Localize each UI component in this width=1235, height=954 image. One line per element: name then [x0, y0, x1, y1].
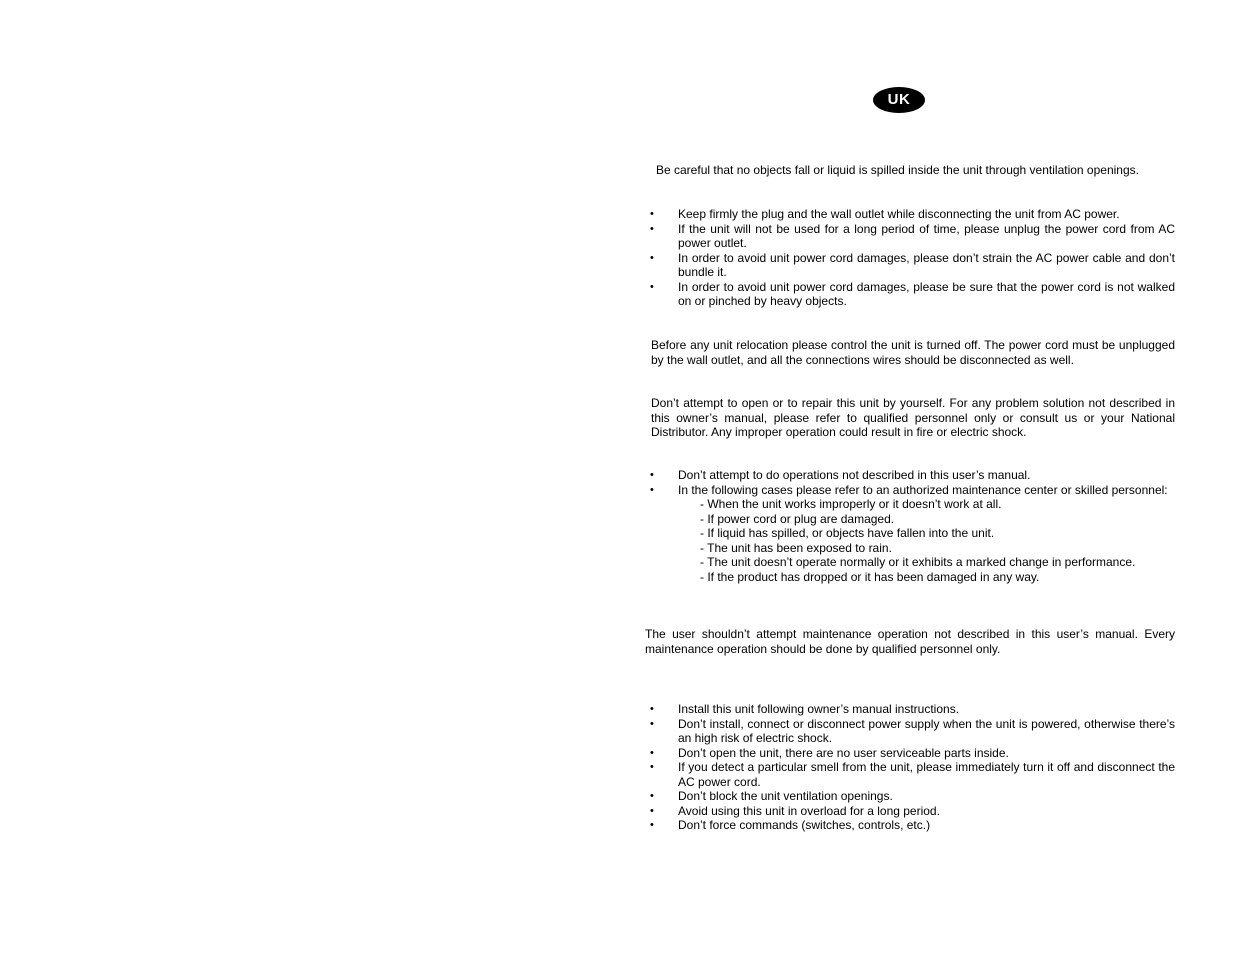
repair-paragraph: Don’t attempt to open or to repair this unit by yourself. For any problem solution not described in this owner’s manual, please refer to qualified personnel only or consult us or your National Distributor. Any improper operation could result in fire or electric shock.	[651, 396, 1175, 439]
relocation-paragraph: Before any unit relocation please control the unit is turned off. The power cord must be unplugged by the wall outlet, and all the connections wires should be disconnected as well.	[651, 338, 1175, 367]
case-item: - The unit doesn’t operate normally or it exhibits a marked change in performance.	[700, 555, 1136, 569]
list-item: • Don’t force commands (switches, controls, etc.)	[650, 818, 1175, 833]
list-item: • Don’t install, connect or disconnect power supply when the unit is powered, otherwise there’s an high risk of electric shock.	[650, 717, 1175, 746]
list-item	[650, 483, 1175, 585]
list-item: • In order to avoid unit power cord damages, please don’t strain the AC power cable and don’t bundle it.	[650, 251, 1175, 280]
list-item: • If the unit will not be used for a long period of time, please unplug the power cord from AC power outlet.	[650, 222, 1175, 251]
power-cord-list	[650, 207, 1175, 309]
case-item: - If liquid has spilled, or objects have fallen into the unit.	[700, 526, 995, 540]
list-item: • Don’t open the unit, there are no user serviceable parts inside.	[650, 746, 1175, 761]
intro-paragraph: Be careful that no objects fall or liquid is spilled inside the unit through ventilation openings.	[656, 163, 1139, 177]
installation-list	[650, 702, 1175, 833]
list-item: • If you detect a particular smell from the unit, please immediately turn it off and disconnect the AC power cord.	[650, 760, 1175, 789]
uk-language-badge: UK	[873, 87, 925, 113]
list-item: • In order to avoid unit power cord damages, please be sure that the power cord is not walked on or pinched by heavy objects.	[650, 280, 1175, 309]
case-item: - If power cord or plug are damaged.	[700, 511, 895, 526]
list-item: • Don’t attempt to do operations not described in this user’s manual.	[650, 468, 1175, 483]
service-cases-list	[678, 497, 1175, 584]
service-list	[650, 468, 1175, 584]
list-item: • Don’t block the unit ventilation openings.	[650, 789, 1175, 804]
case-item: - The unit has been exposed to rain.	[700, 540, 892, 555]
maintenance-paragraph: The user shouldn’t attempt maintenance operation not described in this user’s manual. Every maintenance operation should be done by qualified personnel only.	[645, 627, 1175, 656]
case-item: - When the unit works improperly or it doesn’t work at all.	[700, 497, 1002, 511]
case-item: - If the product has dropped or it has been damaged in any way.	[700, 569, 1040, 584]
service-cases-intro: In the following cases please refer to an authorized maintenance center or skilled personnel:	[678, 482, 1168, 497]
list-item: • Keep firmly the plug and the wall outlet while disconnecting the unit from AC power.	[650, 207, 1175, 222]
list-item: • Avoid using this unit in overload for a long period.	[650, 804, 1175, 819]
list-item: • Install this unit following owner’s manual instructions.	[650, 702, 1175, 717]
